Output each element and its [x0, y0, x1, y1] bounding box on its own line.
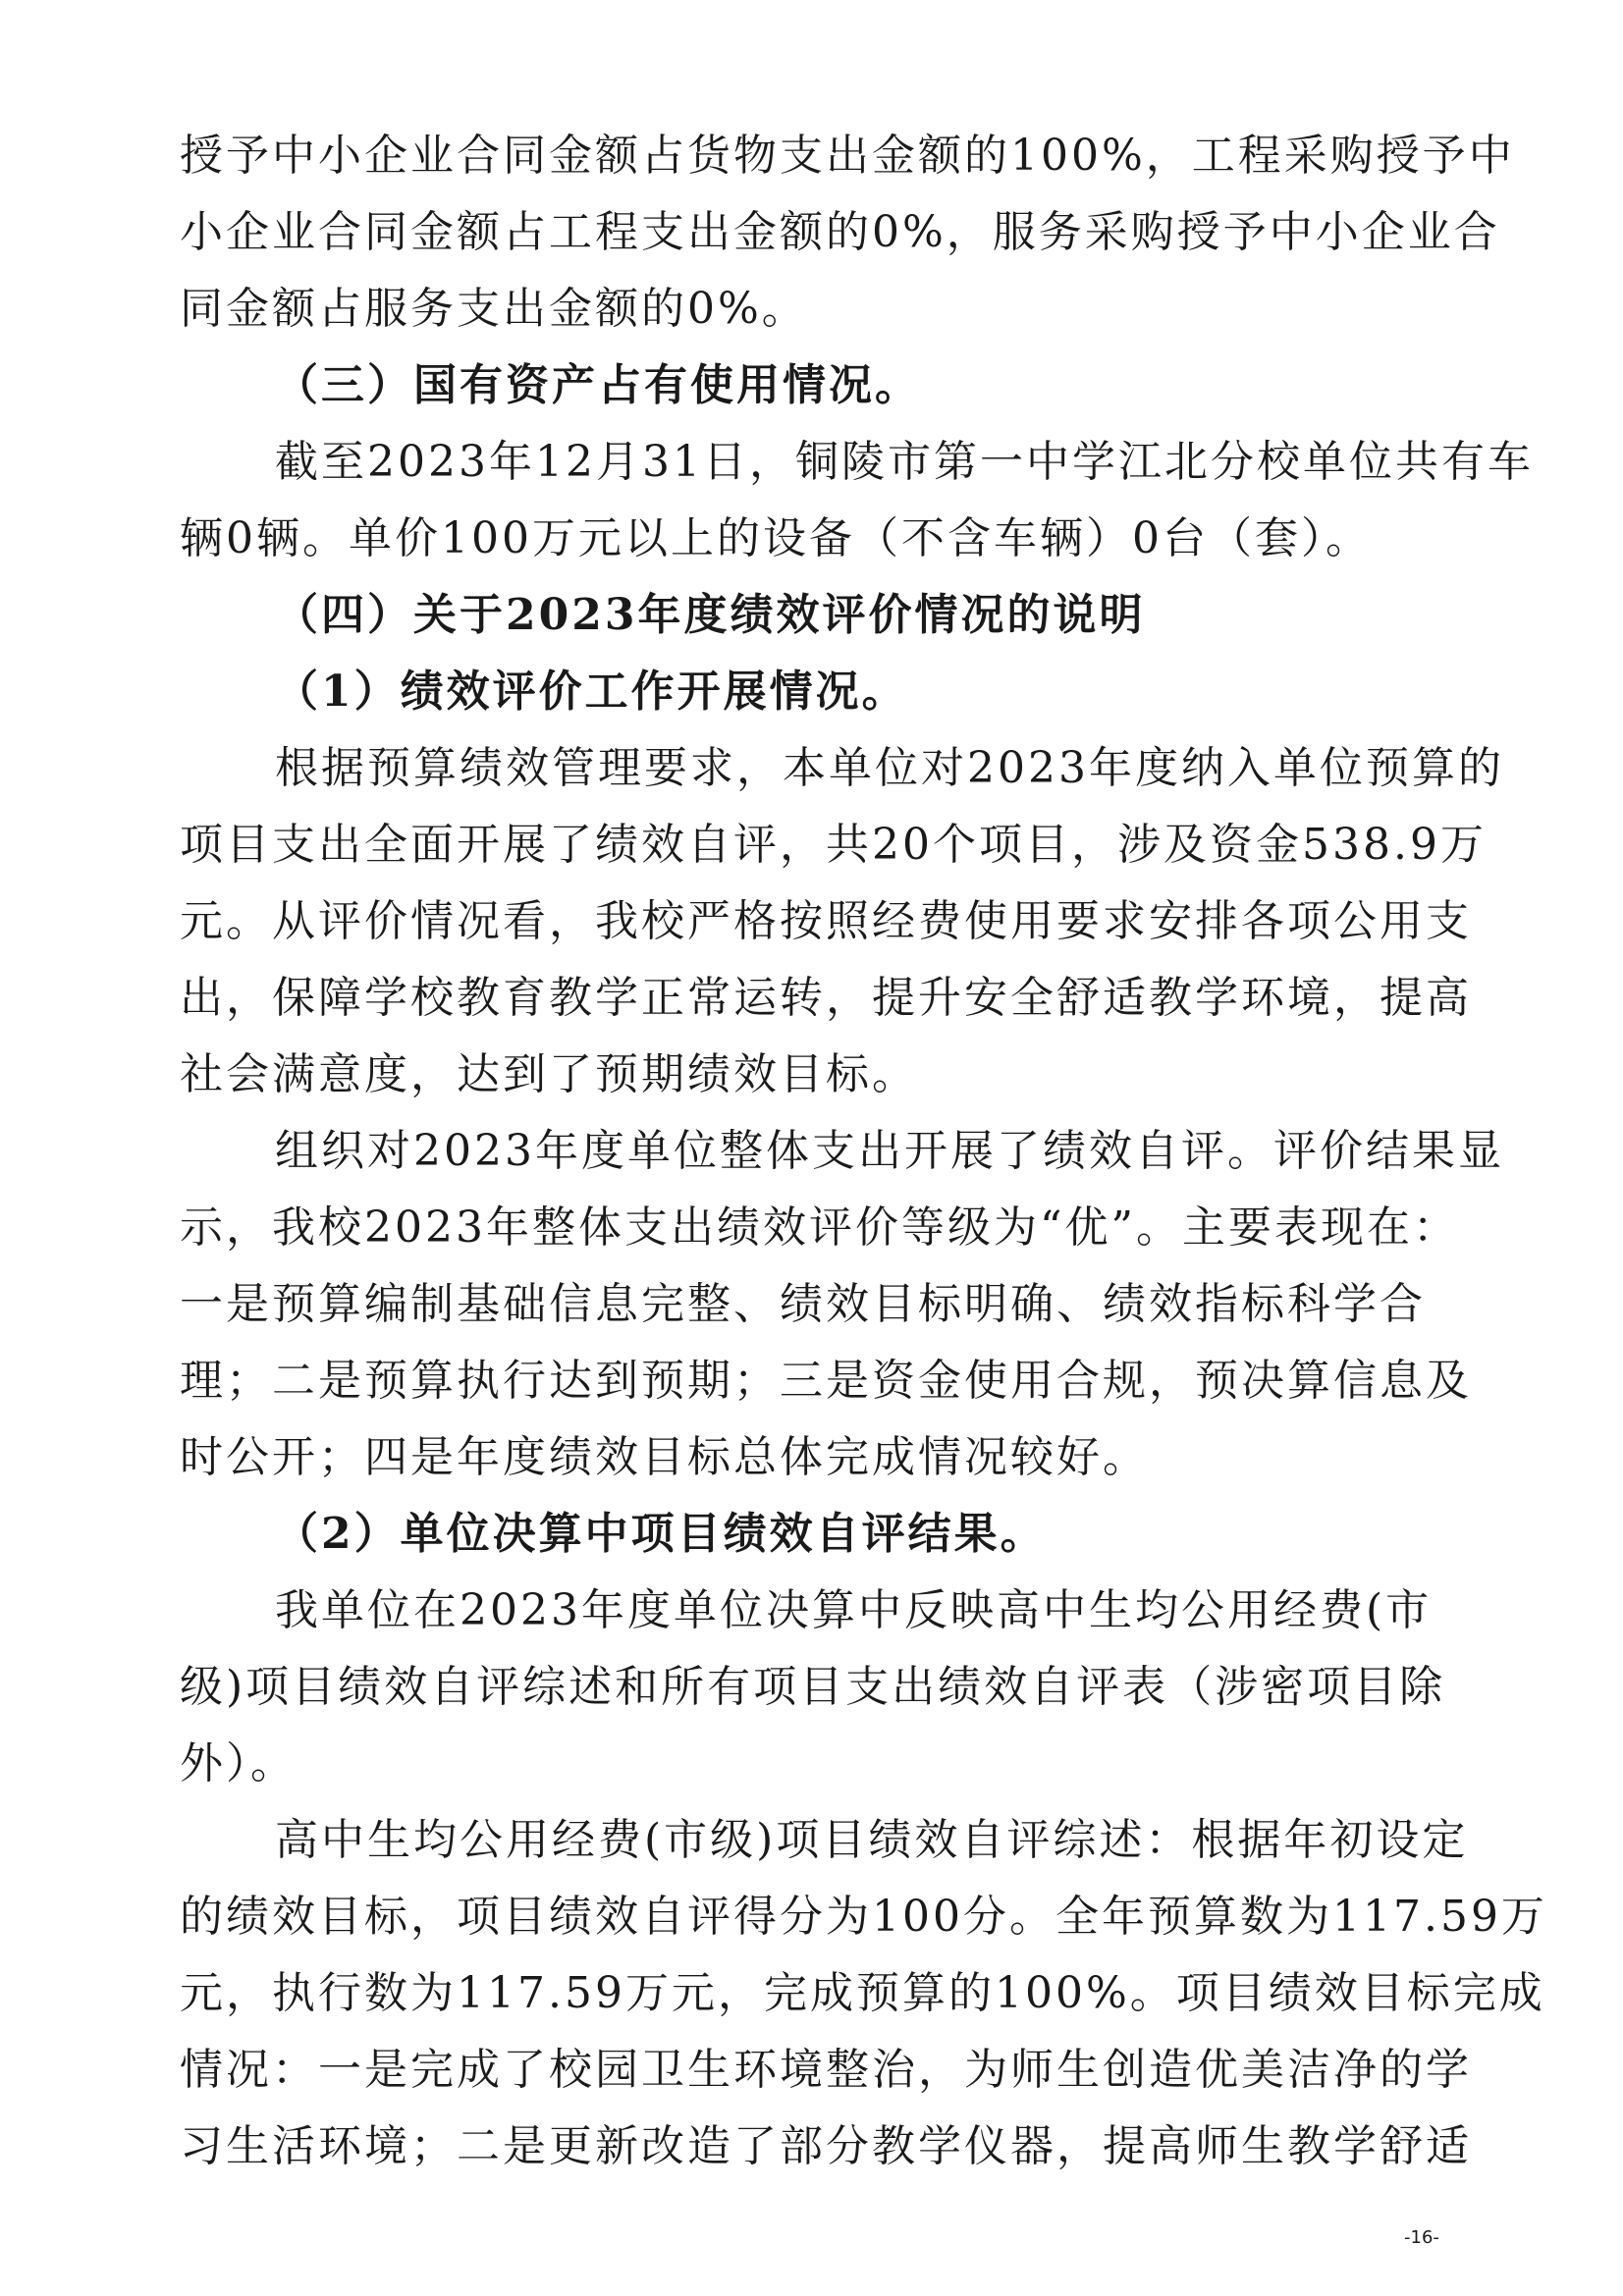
section-heading: （四）关于2023年度绩效评价情况的说明 [275, 590, 1146, 640]
text-line: 出，保障学校教育教学正常运转，提升安全舒适教学环境，提高 [180, 973, 1472, 1023]
subsection-heading: （1）绩效评价工作开展情况。 [275, 667, 908, 717]
section-heading: （三）国有资产占有使用情况。 [275, 360, 921, 410]
text-line: 元。从评价情况看，我校严格按照经费使用要求安排各项公用支 [180, 896, 1472, 946]
text-line: 示，我校2023年整体支出绩效评价等级为“优”。主要表现在： [180, 1202, 1459, 1253]
text-line: 辆0辆。单价100万元以上的设备（不含车辆）0台（套）。 [180, 513, 1372, 563]
text-line: 元，执行数为117.59万元，完成预算的100%。项目绩效目标完成 [180, 1968, 1545, 2018]
text-line: 外）。 [180, 1738, 297, 1789]
text-line: 社会满意度，达到了预期绩效目标。 [180, 1049, 918, 1099]
text-line: 的绩效目标，项目绩效自评得分为100分。全年预算数为117.59万 [180, 1892, 1547, 1942]
text-line: 截至2023年12月31日，铜陵市第一中学江北分校单位共有车 [275, 437, 1534, 487]
text-line: 授予中小企业合同金额占货物支出金额的100%，工程采购授予中 [180, 131, 1515, 181]
text-line: 组织对2023年度单位整体支出开展了绩效自评。评价结果显 [275, 1126, 1504, 1176]
text-line: 根据预算绩效管理要求，本单位对2023年度纳入单位预算的 [275, 743, 1504, 793]
page-number: -16- [1404, 2227, 1439, 2248]
text-line: 同金额占服务支出金额的0%。 [180, 284, 808, 334]
text-line: 高中生均公用经费(市级)项目绩效自评综述：根据年初设定 [275, 1815, 1469, 1865]
text-line: 情况：一是完成了校园卫生环境整治，为师生创造优美洁净的学 [180, 2045, 1472, 2095]
text-line: 项目支出全面开展了绩效自评，共20个项目，涉及资金538.9万 [180, 820, 1487, 870]
text-line: 级)项目绩效自评综述和所有项目支出绩效自评表（涉密项目除 [180, 1662, 1446, 1712]
subsection-heading: （2）单位决算中项目绩效自评结果。 [275, 1509, 1047, 1559]
text-line: 理；二是预算执行达到预期；三是资金使用合规，预决算信息及 [180, 1356, 1472, 1406]
text-line: 小企业合同金额占工程支出金额的0%，服务采购授予中小企业合 [180, 207, 1500, 257]
text-line: 时公开；四是年度绩效目标总体完成情况较好。 [180, 1432, 1149, 1482]
text-line: 我单位在2023年度单位决算中反映高中生均公用经费(市 [275, 1585, 1433, 1635]
text-line: 一是预算编制基础信息完整、绩效目标明确、绩效指标科学合 [180, 1279, 1426, 1329]
text-line: 习生活环境；二是更新改造了部分教学仪器，提高师生教学舒适 [180, 2121, 1472, 2171]
